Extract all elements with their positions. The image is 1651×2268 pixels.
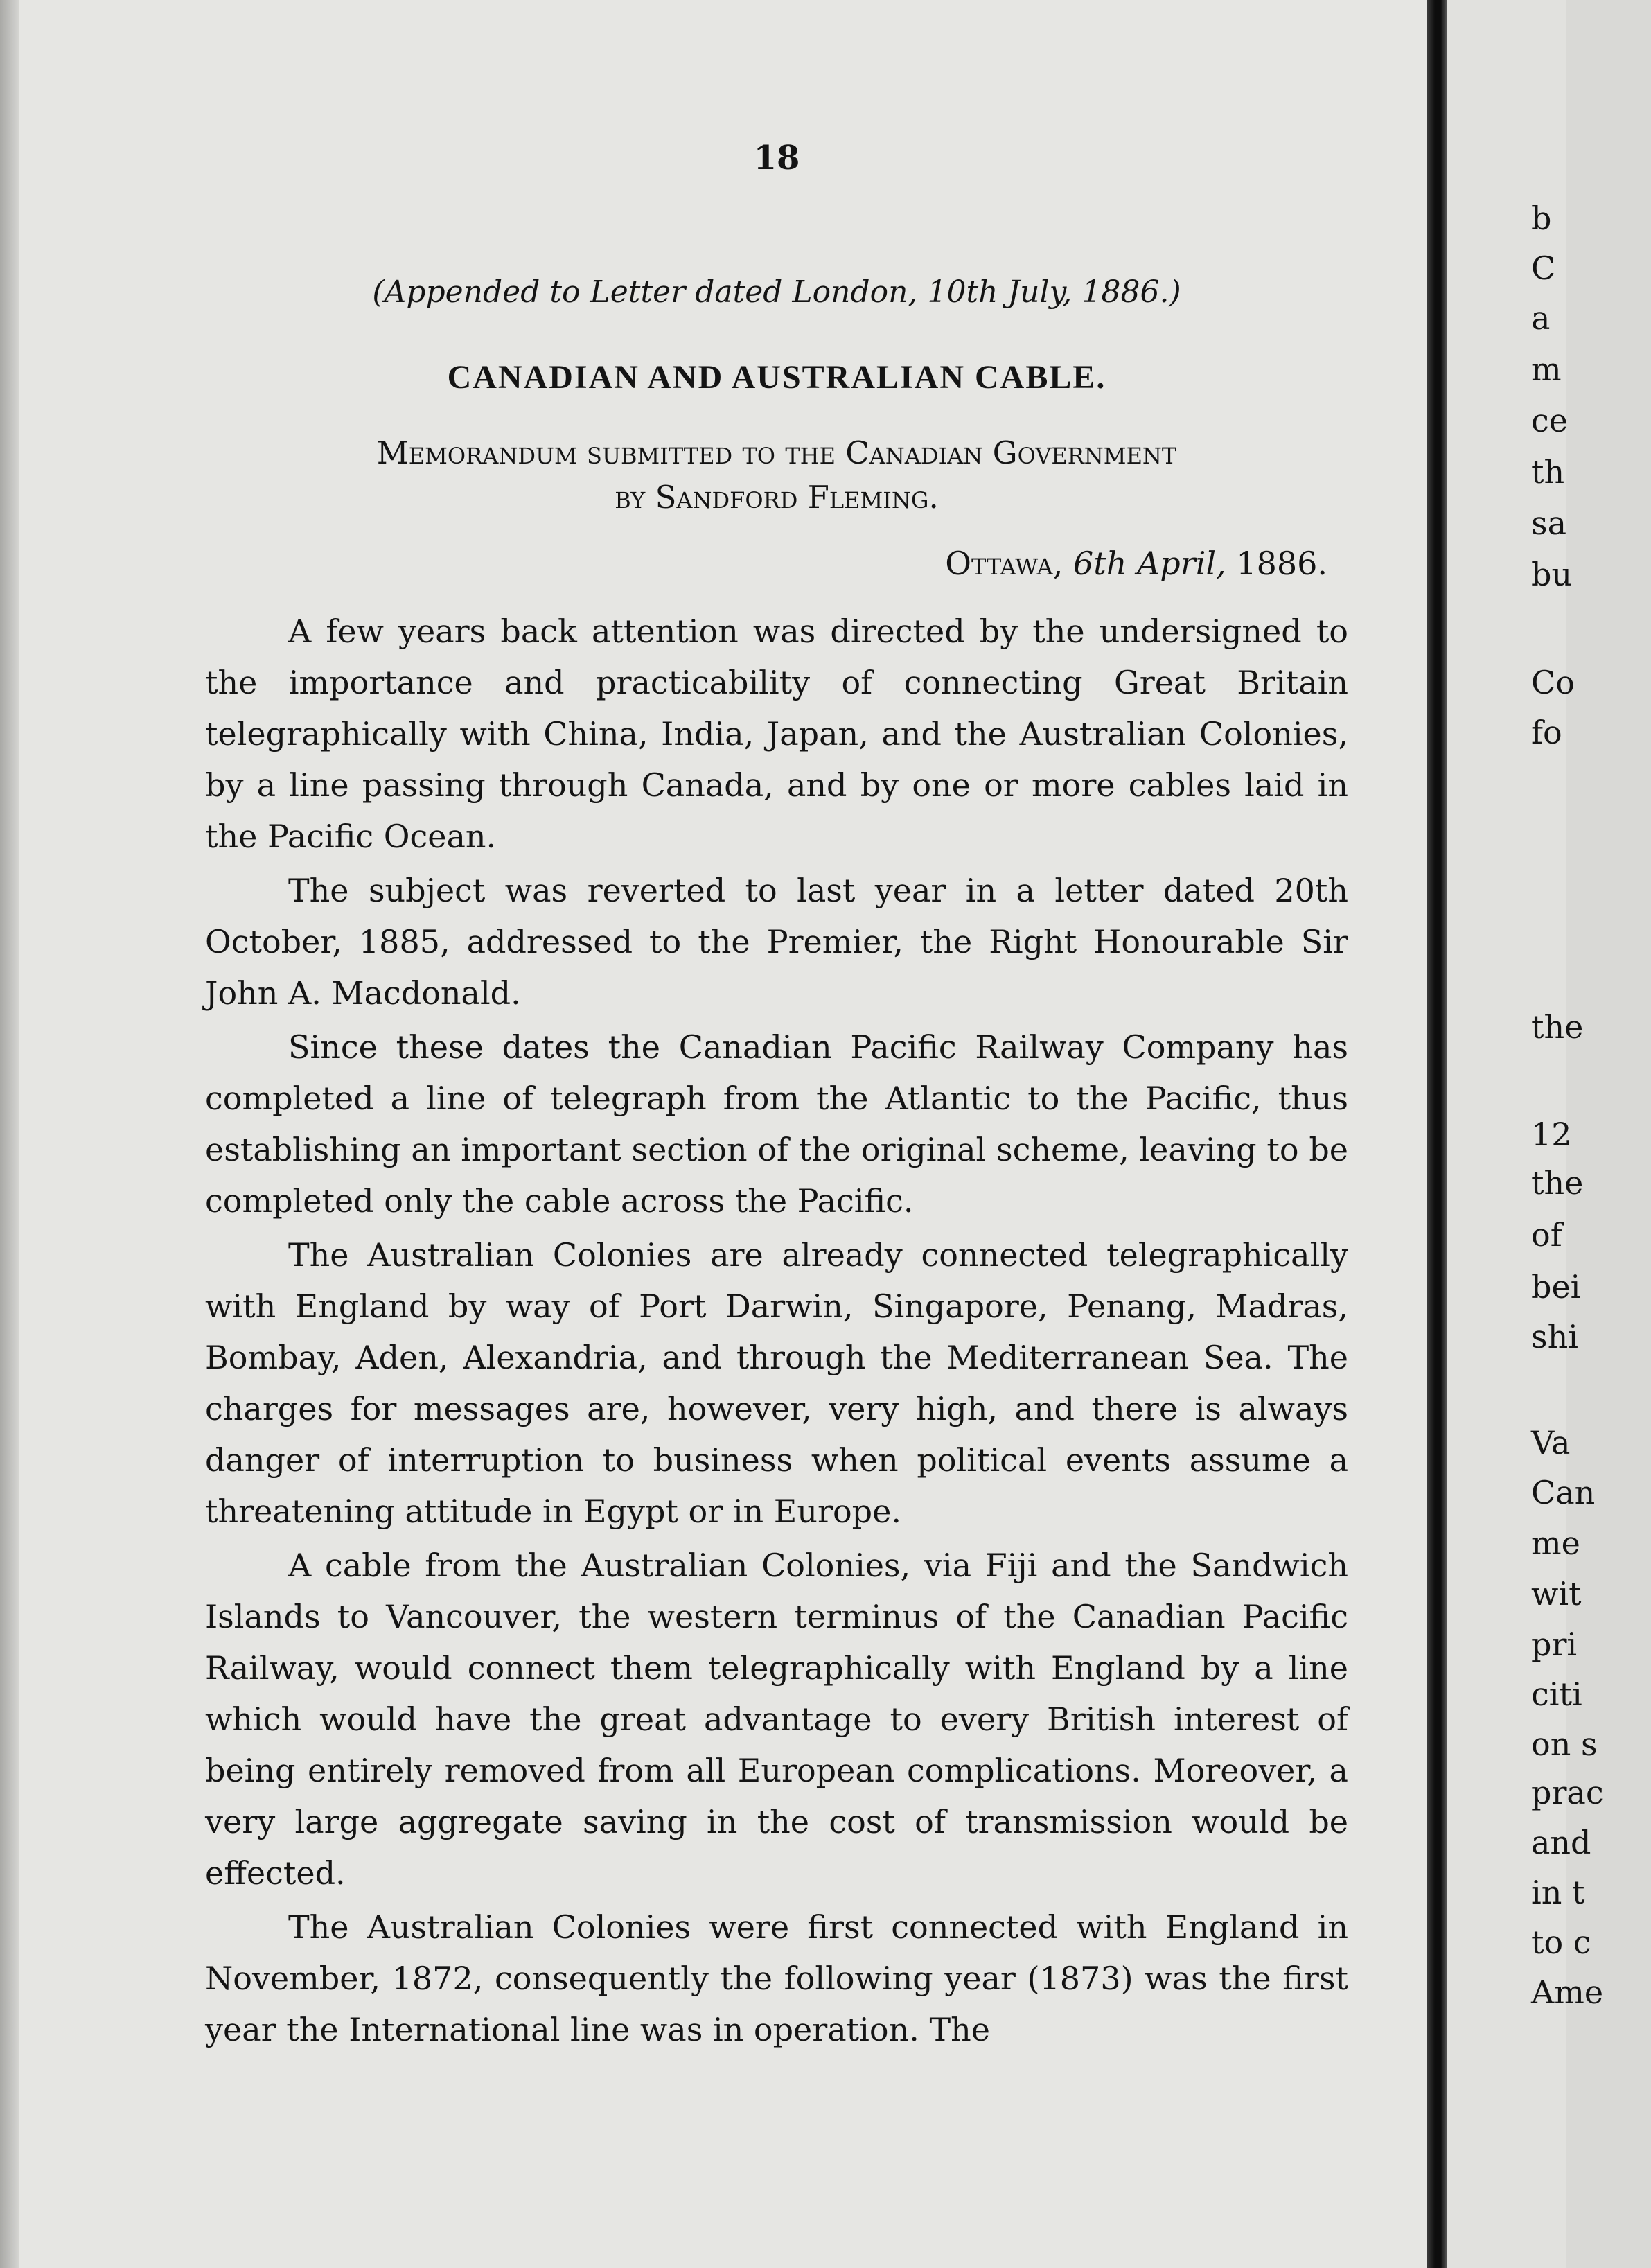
memorandum-heading	[205, 431, 1348, 520]
right-fragment: ce	[1531, 402, 1568, 439]
dateline-place: Ottawa,	[945, 545, 1063, 582]
right-fragment: th	[1531, 453, 1565, 491]
right-fragment: and	[1531, 1824, 1591, 1861]
memorandum-line-2: by Sandford Fleming.	[615, 479, 939, 516]
paragraph: A cable from the Australian Colonies, via Fiji and the Sandwich Islands to Vancouver, the western terminus of the Canadian Pacific Railway, would connect them telegraphically with England by a line which would have the great advantage to every British interest of being entirely removed from all European complications. Moreover, a very large aggregate saving in the cost of transmission would be effected.	[205, 1547, 1348, 1892]
right-fragment: of	[1531, 1216, 1562, 1254]
right-fragment: the	[1531, 1008, 1584, 1046]
right-fragment: m	[1531, 351, 1562, 388]
right-fragment: shi	[1531, 1318, 1578, 1355]
dateline-date: 6th April,	[1072, 545, 1226, 582]
right-fragment: bei	[1531, 1268, 1581, 1306]
right-fragment: me	[1531, 1524, 1580, 1562]
right-fragment: Va	[1531, 1424, 1571, 1461]
right-fragment: citi	[1531, 1676, 1582, 1713]
appended-note: (Appended to Letter dated London, 10th July, 1886.)	[372, 274, 1181, 310]
dateline	[205, 545, 1348, 582]
dateline-year: 1886.	[1236, 545, 1327, 582]
right-fragment: Can	[1531, 1474, 1596, 1511]
right-fragment: wit	[1531, 1575, 1582, 1612]
right-fragment: Ame	[1531, 1973, 1604, 2011]
right-fragment: pri	[1531, 1626, 1578, 1663]
right-fragment: 12	[1531, 1116, 1572, 1153]
right-fragment: bu	[1531, 556, 1573, 593]
memorandum-line-1: Memorandum submitted to the Canadian Government	[376, 434, 1177, 471]
page-content	[205, 139, 1348, 2058]
paragraph: A few years back attention was directed by the undersigned to the importance and practicability of connecting Great Britain telegraphically with China, India, Japan, and the Australian Colonies, by a line passing through Canada, and by one or more cables laid in the Pacific Ocean.	[205, 613, 1348, 855]
right-fragment: the	[1531, 1164, 1584, 1202]
right-fragment: b	[1531, 200, 1552, 237]
paragraph: The Australian Colonies were first connected with England in November, 1872, consequently the following year (1873) was the first year the International line was in operation. The	[205, 1908, 1348, 2048]
right-fragment: C	[1531, 249, 1556, 287]
right-fragment: sa	[1531, 504, 1567, 542]
right-fragment: fo	[1531, 714, 1562, 751]
paragraph: The subject was reverted to last year in a letter dated 20th October, 1885, addressed to the Premier, the Right Honourable Sir John A. Macdonald.	[205, 872, 1348, 1012]
right-fragment: Co	[1531, 664, 1575, 701]
right-fragment: in t	[1531, 1874, 1585, 1911]
right-fragment: a	[1531, 299, 1551, 337]
right-fragment: prac	[1531, 1774, 1604, 1811]
page-number: 18	[753, 139, 800, 177]
book-gutter	[1427, 0, 1447, 2268]
paragraph: Since these dates the Canadian Pacific Railway Company has completed a line of telegraph from the Atlantic to the Pacific, thus establishing an important section of the original scheme, leaving to be completed only the cable across the Pacific.	[205, 1028, 1348, 1220]
document-title: CANADIAN AND AUSTRALIAN CABLE.	[447, 359, 1106, 396]
page-edge-shadow	[0, 0, 19, 2268]
right-fragment: on s	[1531, 1725, 1598, 1763]
paragraph: The Australian Colonies are already connected telegraphically with England by way of Port Darwin, Singapore, Penang, Madras, Bombay, Aden, Alexandria, and through the Mediterranean Sea. The charges for messages are, however, very high, and there is always danger of interruption to business when political events assume a threatening attitude in Egypt or in Europe.	[205, 1236, 1348, 1530]
right-fragment: to c	[1531, 1924, 1591, 1961]
